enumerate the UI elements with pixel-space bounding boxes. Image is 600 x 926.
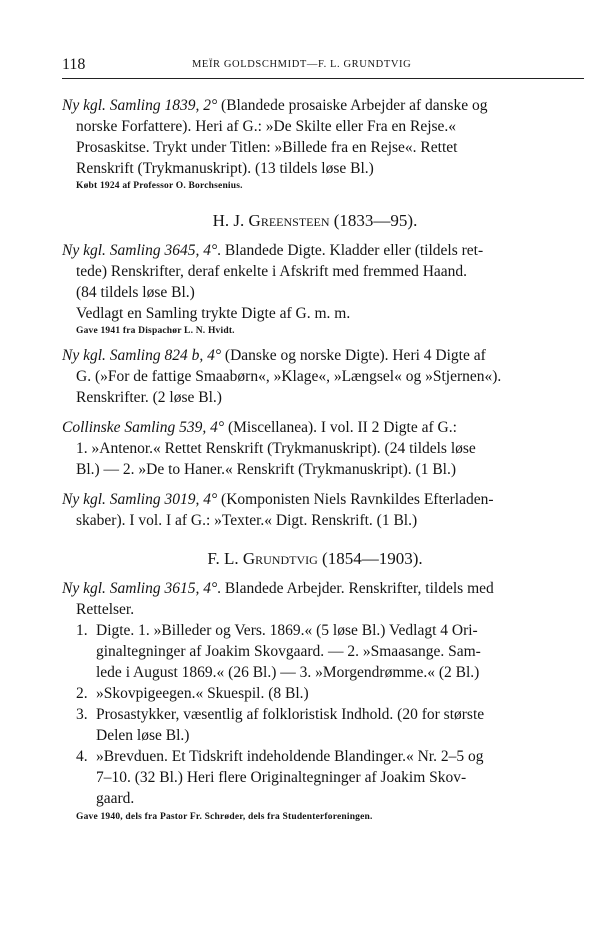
author-name-rest: rundtvig	[255, 549, 318, 568]
entry-line: Prosaskitse. Trykt under Titlen: »Billede fra en Rejse«. Rettet	[76, 139, 458, 156]
manuscript-entry	[62, 578, 568, 824]
entry-line: Vedlagt en Samling trykte Digte af G. m. m.	[76, 305, 351, 322]
author-name-rest: reensteen	[260, 211, 330, 230]
collection-reference: Ny kgl. Samling 1839, 2°	[62, 97, 218, 114]
author-years: (1833—95).	[329, 211, 418, 230]
manuscript-entry	[62, 417, 568, 480]
numbered-item	[62, 683, 568, 704]
item-line: »Skovpigeegen.« Skuespil. (8 Bl.)	[96, 685, 309, 702]
page-number: 118	[62, 56, 86, 73]
item-line: Prosastykker, væsentlig af folkloristisk Indhold. (20 for største	[96, 706, 485, 723]
numbered-item	[62, 620, 568, 641]
entry-text: (Blandede prosaiske Arbejder af danske og	[217, 97, 488, 114]
provenance-note: Gave 1941 fra Dispachør L. N. Hvidt.	[76, 326, 235, 336]
manuscript-entry	[62, 240, 568, 338]
running-title: MEÏR GOLDSCHMIDT—F. L. GRUNDTVIG	[192, 59, 412, 70]
author-name-initial: F. L. G	[207, 549, 256, 568]
collection-reference: Ny kgl. Samling 3019, 4°	[62, 491, 218, 508]
author-years: (1854—1903).	[317, 549, 423, 568]
entry-line: Renskrift (Trykmanuskript). (13 tildels løse Bl.)	[76, 160, 374, 177]
item-number: 1.	[76, 622, 88, 639]
provenance-note: Købt 1924 af Professor O. Borchsenius.	[76, 181, 243, 191]
author-name-initial: H. J. G	[212, 211, 261, 230]
item-line: gaard.	[96, 790, 135, 807]
item-line: lede i August 1869.« (26 Bl.) — 3. »Morgendrømme.« (2 Bl.)	[96, 664, 480, 681]
entry-line: G. (»For de fattige Smaabørn«, »Klage«, »Længsel« og »Stjernen«).	[76, 368, 502, 385]
entry-text: . Blandede Arbejder. Renskrifter, tildels med	[217, 580, 494, 597]
numbered-item	[62, 704, 568, 725]
author-heading	[62, 210, 568, 232]
entry-line: Bl.) — 2. »De to Haner.« Renskrift (Trykmanuskript). (1 Bl.)	[76, 461, 456, 478]
entry-text: . Blandede Digte. Kladder eller (tildels ret-	[217, 242, 484, 259]
item-line: ginaltegninger af Joakim Skovgaard. — 2. »Smaasange. Sam-	[96, 643, 481, 660]
collection-reference: Collinske Samling 539, 4°	[62, 419, 225, 436]
provenance-note: Gave 1940, dels fra Pastor Fr. Schrøder, dels fra Studenterforeningen.	[76, 812, 373, 822]
entry-line: Renskrifter. (2 løse Bl.)	[76, 389, 222, 406]
catalogue-entries	[62, 95, 568, 824]
entry-line	[62, 95, 568, 116]
entry-text: (Komponisten Niels Ravnkildes Efterladen-	[217, 491, 494, 508]
entry-line	[62, 417, 568, 438]
item-line: Digte. 1. »Billeder og Vers. 1869.« (5 løse Bl.) Vedlagt 4 Ori-	[96, 622, 478, 639]
collection-reference: Ny kgl. Samling 3615, 4°	[62, 580, 218, 597]
entry-line	[62, 345, 568, 366]
collection-reference: Ny kgl. Samling 824 b, 4°	[62, 347, 222, 364]
entry-line: tede) Renskrifter, deraf enkelte i Afskrift med fremmed Haand.	[76, 263, 468, 280]
entry-line: (84 tildels løse Bl.)	[76, 284, 195, 301]
author-heading	[62, 548, 568, 570]
entry-text: (Danske og norske Digte). Heri 4 Digte af	[221, 347, 486, 364]
item-number: 4.	[76, 748, 88, 765]
item-number: 2.	[76, 685, 88, 702]
manuscript-entry	[62, 95, 568, 193]
item-line: 7–10. (32 Bl.) Heri flere Originaltegninger af Joakim Skov-	[96, 769, 467, 786]
entry-line	[62, 489, 568, 510]
entry-text: (Miscellanea). I vol. II 2 Digte af G.:	[224, 419, 457, 436]
item-line: »Brevduen. Et Tidskrift indeholdende Blandinger.« Nr. 2–5 og	[96, 748, 484, 765]
entry-line: skaber). I vol. I af G.: »Texter.« Digt. Renskrift. (1 Bl.)	[76, 512, 418, 529]
collection-reference: Ny kgl. Samling 3645, 4°	[62, 242, 218, 259]
entry-line: norske Forfattere). Heri af G.: »De Skilte eller Fra en Rejse.«	[76, 118, 457, 135]
entry-line: 1. »Antenor.« Rettet Renskrift (Trykmanuskript). (24 tildels løse	[76, 440, 476, 457]
numbered-item	[62, 746, 568, 767]
entry-line	[62, 240, 568, 261]
item-number: 3.	[76, 706, 88, 723]
item-line: Delen løse Bl.)	[96, 727, 190, 744]
manuscript-entry	[62, 489, 568, 531]
running-header	[62, 56, 584, 79]
entry-line: Rettelser.	[76, 601, 135, 618]
manuscript-entry	[62, 345, 568, 408]
entry-line	[62, 578, 568, 599]
